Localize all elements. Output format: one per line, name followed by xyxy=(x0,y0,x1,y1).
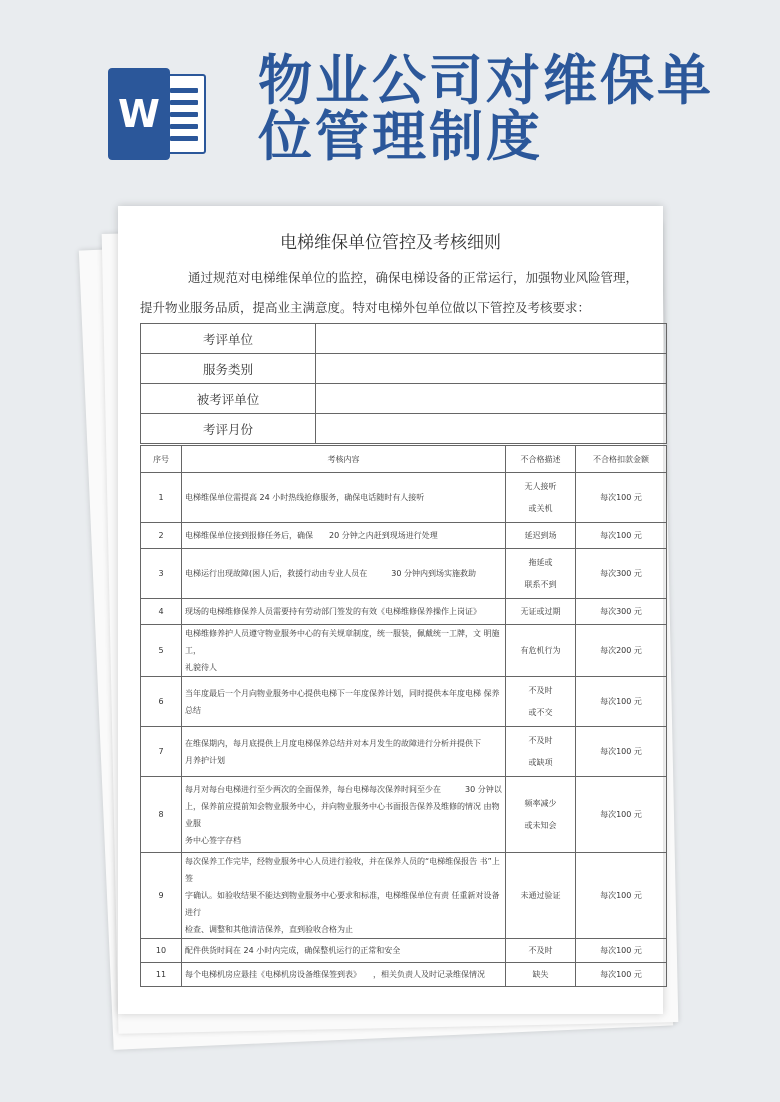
content-line: 务中心签字存档 xyxy=(185,835,241,845)
info-label: 被考评单位 xyxy=(141,384,316,414)
content-line: 配件供货时间在 24 小时内完成，确保整机运行的正常和安全 xyxy=(185,946,401,955)
word-logo-icon xyxy=(108,68,208,160)
content-line: 检查、调整和其他清洁保养，直到验收合格为止 xyxy=(185,925,353,934)
row-amount: 每次100 元 xyxy=(576,473,667,523)
row-amount: 每次100 元 xyxy=(576,727,667,777)
row-number: 7 xyxy=(141,727,182,777)
table-row xyxy=(141,939,667,963)
content-line: 字确认。如验收结果不能达到物业服务中心要求和标准，电梯维保单位有责 任重新对设备进行 xyxy=(185,891,500,917)
content-line: 电梯运行出现故障(困人)后，救援行动由专业人员在 30 分钟内到场实施救助 xyxy=(185,569,476,578)
desc-line: 或不交 xyxy=(528,707,553,717)
row-number: 8 xyxy=(141,777,182,853)
table-row xyxy=(141,549,667,599)
content-line: 在维保期内，每月底提供上月度电梯保养总结并对本月发生的故障进行分析并提供下 xyxy=(185,738,481,748)
content-line: 现场的电梯维修保养人员需要持有劳动部门签发的有效《电梯维修保养操作上岗证》 xyxy=(185,607,481,616)
desc-line: 缺失 xyxy=(532,969,549,979)
table-row xyxy=(141,599,667,625)
row-content xyxy=(182,853,506,939)
desc-line: 不及时 xyxy=(528,685,553,695)
row-failure-desc xyxy=(506,473,576,523)
content-line: 每月对每台电梯进行至少两次的全面保养，每台电梯每次保养时间至少在 30 分钟以 xyxy=(185,784,502,794)
header-desc: 不合格描述 xyxy=(506,446,576,473)
row-amount: 每次100 元 xyxy=(576,777,667,853)
intro-line-2: 提升物业服务品质，提高业主满意度。特对电梯外包单位做以下管控及考核要求： xyxy=(140,300,591,315)
row-number: 6 xyxy=(141,677,182,727)
row-content xyxy=(182,677,506,727)
row-number: 9 xyxy=(141,853,182,939)
row-failure-desc xyxy=(506,853,576,939)
content-line: 每次保养工作完毕，经物业服务中心人员进行验收，并在保养人员的“电梯维保报告 书”上签 xyxy=(185,857,500,883)
desc-line: 未通过验证 xyxy=(520,890,561,900)
row-number: 10 xyxy=(141,939,182,963)
content-line: 电梯维保单位接到报修任务后，确保 20 分钟之内赶到现场进行处理 xyxy=(185,531,438,540)
row-failure-desc xyxy=(506,939,576,963)
row-amount: 每次100 元 xyxy=(576,677,667,727)
desc-line: 无人接听 xyxy=(524,481,557,491)
row-content xyxy=(182,777,506,853)
row-number: 2 xyxy=(141,523,182,549)
desc-line: 联系不到 xyxy=(524,579,557,589)
row-failure-desc xyxy=(506,777,576,853)
row-failure-desc xyxy=(506,677,576,727)
word-letter-badge: W xyxy=(108,68,170,160)
desc-line: 或关机 xyxy=(528,503,553,513)
content-line: 每个电梯机房应悬挂《电梯机房设备维保签到表》 ，相关负责人及时记录维保情况 xyxy=(185,970,485,979)
info-label: 考评月份 xyxy=(141,414,316,444)
row-amount: 每次100 元 xyxy=(576,523,667,549)
content-line: 礼貌待人 xyxy=(185,663,217,672)
content-line: 上，保养前应提前知会物业服务中心，并向物业服务中心书面报告保养及维修的情况 由物业服 xyxy=(185,801,500,828)
page-title-line1: 物业公司对维保单 xyxy=(258,48,714,112)
row-content xyxy=(182,963,506,987)
row-number: 11 xyxy=(141,963,182,987)
table-row xyxy=(141,625,667,677)
desc-line: 有危机行为 xyxy=(520,645,561,655)
info-table xyxy=(140,323,667,444)
page-title-line2: 位管理制度 xyxy=(258,104,543,168)
row-failure-desc xyxy=(506,549,576,599)
row-number: 1 xyxy=(141,473,182,523)
desc-line: 无证或过期 xyxy=(520,606,561,616)
row-number: 5 xyxy=(141,625,182,677)
info-row xyxy=(141,324,667,354)
info-row xyxy=(141,384,667,414)
row-amount: 每次200 元 xyxy=(576,625,667,677)
desc-line: 延迟到场 xyxy=(524,530,557,540)
row-number: 3 xyxy=(141,549,182,599)
row-number: 4 xyxy=(141,599,182,625)
row-content xyxy=(182,727,506,777)
info-value-field[interactable] xyxy=(316,354,667,384)
header-amount: 不合格扣款金额 xyxy=(576,446,667,473)
header-no: 序号 xyxy=(141,446,182,473)
desc-line: 频率减少 xyxy=(524,798,557,808)
row-amount: 每次100 元 xyxy=(576,939,667,963)
info-label: 服务类别 xyxy=(141,354,316,384)
row-amount: 每次100 元 xyxy=(576,963,667,987)
assessment-table xyxy=(140,445,667,987)
table-row xyxy=(141,777,667,853)
info-row xyxy=(141,414,667,444)
table-row xyxy=(141,853,667,939)
intro-line-1: 通过规范对电梯维保单位的监控，确保电梯设备的正常运行，加强物业风险管理， xyxy=(188,270,639,285)
desc-line: 或未知会 xyxy=(524,820,557,830)
row-amount: 每次300 元 xyxy=(576,549,667,599)
row-content xyxy=(182,523,506,549)
row-failure-desc xyxy=(506,599,576,625)
row-failure-desc xyxy=(506,523,576,549)
desc-line: 拖延或 xyxy=(528,557,553,567)
table-row xyxy=(141,473,667,523)
row-failure-desc xyxy=(506,963,576,987)
page-title xyxy=(258,48,718,168)
header-content: 考核内容 xyxy=(182,446,506,473)
row-failure-desc xyxy=(506,625,576,677)
desc-line: 或缺项 xyxy=(528,757,553,767)
document-sheet xyxy=(118,206,663,1014)
row-failure-desc xyxy=(506,727,576,777)
row-content xyxy=(182,549,506,599)
info-label: 考评单位 xyxy=(141,324,316,354)
table-row xyxy=(141,963,667,987)
row-content xyxy=(182,473,506,523)
info-value-field[interactable] xyxy=(316,414,667,444)
row-content xyxy=(182,625,506,677)
info-value-field[interactable] xyxy=(316,324,667,354)
table-row xyxy=(141,677,667,727)
desc-line: 不及时 xyxy=(528,945,553,955)
content-line: 电梯维修养护人员遵守物业服务中心的有关规章制度，统一服装，佩戴统一工牌，文 明施工， xyxy=(185,629,500,655)
row-amount: 每次300 元 xyxy=(576,599,667,625)
row-content xyxy=(182,939,506,963)
content-line: 电梯维保单位需提高 24 小时热线抢修服务，确保电话随时有人接听 xyxy=(185,493,425,502)
content-line: 月养护计划 xyxy=(185,755,225,765)
table-row xyxy=(141,727,667,777)
info-row xyxy=(141,354,667,384)
row-amount: 每次100 元 xyxy=(576,853,667,939)
table-row xyxy=(141,523,667,549)
row-content xyxy=(182,599,506,625)
table-header-row xyxy=(141,446,667,473)
content-line: 当年度最后一个月向物业服务中心提供电梯下一年度保养计划，同时提供本年度电梯 保养总结 xyxy=(185,688,500,715)
document-title: 电梯维保单位管控及考核细则 xyxy=(280,233,501,253)
desc-line: 不及时 xyxy=(528,735,553,745)
info-value-field[interactable] xyxy=(316,384,667,414)
